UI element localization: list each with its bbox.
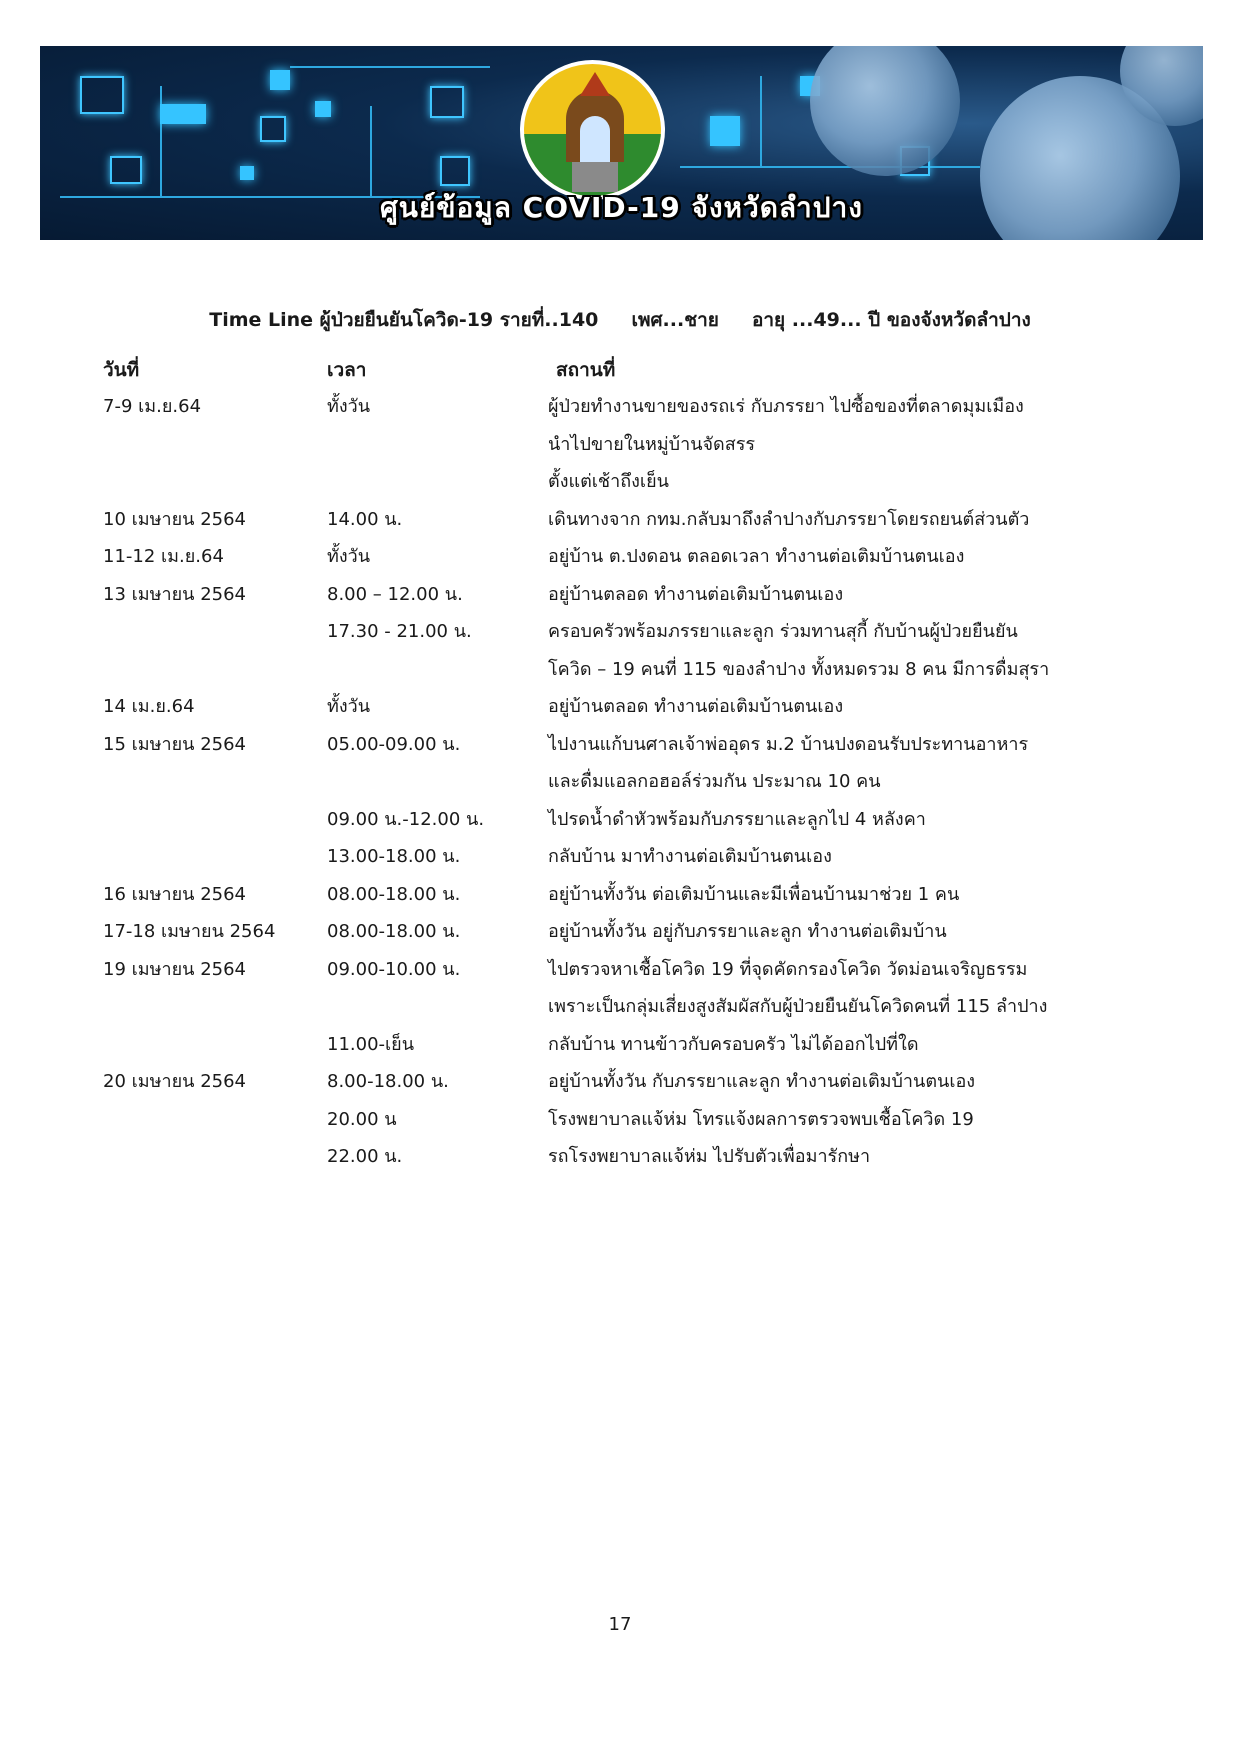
timeline-place: อยู่บ้านทั้งวัน กับภรรยาและลูก ทำงานต่อเติมบ้านตนเอง xyxy=(548,1071,976,1092)
timeline-time: 13.00-18.00 น. xyxy=(327,846,461,867)
timeline-date: 14 เม.ย.64 xyxy=(103,696,195,717)
timeline-place: กลับบ้าน ทานข้าวกับครอบครัว ไม่ได้ออกไปที่ใด xyxy=(548,1033,919,1055)
timeline-place: โควิด – 19 คนที่ 115 ของลำปาง ทั้งหมดรวม 8 คน มีการดื่มสุรา xyxy=(548,658,1050,680)
timeline-date: 16 เมษายน 2564 xyxy=(103,883,246,905)
province-emblem xyxy=(520,60,665,200)
timeline-date: 20 เมษายน 2564 xyxy=(103,1071,246,1092)
timeline-place: นำไปขายในหมู่บ้านจัดสรร xyxy=(548,433,756,455)
banner-title: ศูนย์ข้อมูล COVID-19 จังหวัดลำปาง xyxy=(380,191,863,224)
timeline-place: ไปงานแก้บนศาลเจ้าพ่ออุดร ม.2 บ้านปงดอนรับประทานอาหาร xyxy=(548,733,1029,755)
timeline-time: 17.30 - 21.00 น. xyxy=(327,621,472,642)
timeline-date: 10 เมษายน 2564 xyxy=(103,508,246,530)
timeline-place: ไปตรวจหาเชื้อโควิด 19 ที่จุดคัดกรองโควิด วัดม่อนเจริญธรรม xyxy=(548,958,1028,980)
column-header-date: วันที่ xyxy=(103,359,140,381)
timeline-time: 8.00 – 12.00 น. xyxy=(327,583,463,605)
page-title: Time Line ผู้ป่วยยืนยันโควิด-19 รายที่..140 เพศ...ชาย อายุ ...49... ปี ของจังหวัดลำปาง xyxy=(209,309,1031,331)
timeline-place: ตั้งแต่เช้าถึงเย็น xyxy=(548,471,669,492)
timeline-time: ทั้งวัน xyxy=(327,396,371,417)
timeline-time: 11.00-เย็น xyxy=(327,1033,415,1055)
timeline-time: 8.00-18.00 น. xyxy=(327,1071,449,1092)
header-banner xyxy=(40,46,1203,240)
timeline-time: 22.00 น. xyxy=(327,1146,403,1167)
timeline-time: 08.00-18.00 น. xyxy=(327,921,461,942)
timeline-time: 05.00-09.00 น. xyxy=(327,733,461,755)
timeline-place: โรงพยาบาลแจ้ห่ม โทรแจ้งผลการตรวจพบเชื้อโควิด 19 xyxy=(548,1108,974,1130)
timeline-place: กลับบ้าน มาทำงานต่อเติมบ้านตนเอง xyxy=(548,846,832,867)
timeline-place: และดื่มแอลกอฮอล์ร่วมกัน ประมาณ 10 คน xyxy=(548,771,881,792)
timeline-time: 08.00-18.00 น. xyxy=(327,883,461,905)
timeline-place: ไปรดน้ำดำหัวพร้อมกับภรรยาและลูกไป 4 หลังคา xyxy=(548,808,926,830)
timeline-place: อยู่บ้านทั้งวัน ต่อเติมบ้านและมีเพื่อนบ้านมาช่วย 1 คน xyxy=(548,883,960,905)
timeline-place: เดินทางจาก กทม.กลับมาถึงลำปางกับภรรยาโดยรถยนต์ส่วนตัว xyxy=(548,508,1030,530)
column-header-place: สถานที่ xyxy=(556,359,616,381)
timeline-place: อยู่บ้านทั้งวัน อยู่กับภรรยาและลูก ทำงานต่อเติมบ้าน xyxy=(548,921,947,942)
column-header-time: เวลา xyxy=(327,359,367,381)
timeline-time: 14.00 น. xyxy=(327,508,403,530)
timeline-place: เพราะเป็นกลุ่มเสี่ยงสูงสัมผัสกับผู้ป่วยยืนยันโควิดคนที่ 115 ลำปาง xyxy=(548,996,1048,1017)
timeline-time: ทั้งวัน xyxy=(327,546,371,567)
timeline-time: 09.00-10.00 น. xyxy=(327,958,461,980)
timeline-time: 09.00 น.-12.00 น. xyxy=(327,808,485,830)
timeline-date: 15 เมษายน 2564 xyxy=(103,733,246,755)
timeline-date: 17-18 เมษายน 2564 xyxy=(103,921,276,942)
timeline-place: อยู่บ้านตลอด ทำงานต่อเติมบ้านตนเอง xyxy=(548,696,844,717)
timeline-date: 13 เมษายน 2564 xyxy=(103,583,246,605)
page-number: 17 xyxy=(608,1614,632,1635)
timeline-place: รถโรงพยาบาลแจ้ห่ม ไปรับตัวเพื่อมารักษา xyxy=(548,1146,871,1167)
timeline-date: 7-9 เม.ย.64 xyxy=(103,396,202,417)
timeline-place: อยู่บ้านตลอด ทำงานต่อเติมบ้านตนเอง xyxy=(548,583,844,605)
timeline-time: ทั้งวัน xyxy=(327,696,371,717)
timeline-time: 20.00 น xyxy=(327,1108,397,1130)
timeline-date: 19 เมษายน 2564 xyxy=(103,958,246,980)
timeline-date: 11-12 เม.ย.64 xyxy=(103,546,224,567)
timeline-place: อยู่บ้าน ต.ปงดอน ตลอดเวลา ทำงานต่อเติมบ้านตนเอง xyxy=(548,546,965,567)
timeline-place: ครอบครัวพร้อมภรรยาและลูก ร่วมทานสุกี้ กับบ้านผู้ป่วยยืนยัน xyxy=(548,621,1018,642)
timeline-place: ผู้ป่วยทำงานขายของรถเร่ กับภรรยา ไปซื้อของที่ตลาดมุมเมือง xyxy=(548,396,1024,417)
